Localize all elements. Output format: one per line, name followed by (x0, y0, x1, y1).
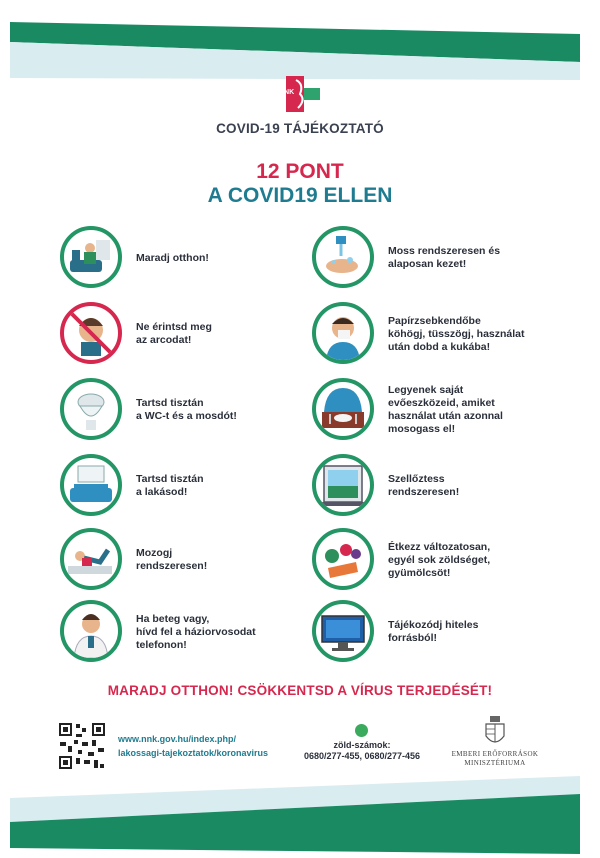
sofa-room-icon (60, 454, 122, 516)
phone-icon (355, 724, 368, 737)
toilet-icon (60, 378, 122, 440)
tip-text: Ha beteg vagy, hívd fel a háziorvosodat telefonon! (136, 612, 256, 651)
monitor-icon (312, 600, 374, 662)
website-link-line2[interactable]: lakossagi-tajekoztatok/koronavirus (118, 748, 269, 758)
qr-code-icon[interactable] (58, 722, 106, 770)
tip-eat-varied (312, 528, 572, 596)
phone-label: zöld-számok: (333, 740, 391, 750)
tip-text: Moss rendszeresen és alaposan kezet! (388, 245, 501, 270)
logo-text: NNK (279, 89, 295, 96)
tip-text: Papírzsebkendőbe köhögj, tüsszögj, használat után dobd a kukába! (388, 314, 525, 353)
tip-sneeze-tissue (312, 302, 572, 370)
doctor-icon (60, 600, 122, 662)
tip-text: Étkezz változatosan, egyél sok zöldséget, gyümölcsöt! (388, 540, 491, 579)
tip-trusted-sources (312, 600, 572, 668)
dishes-icon (312, 378, 374, 440)
page-subtitle: COVID-19 TÁJÉKOZTATÓ (216, 121, 384, 136)
tip-own-dishes (312, 378, 572, 446)
tip-text: Maradj otthon! (136, 251, 209, 264)
tip-stay-home (60, 226, 320, 294)
exercise-icon (60, 528, 122, 590)
page-title-line2: A COVID19 ELLEN (207, 184, 393, 207)
tip-text: Legyenek saját evőeszközeid, amiket használat után azonnal mosogass el! (388, 384, 503, 435)
bottom-banner (0, 768, 600, 858)
ministry-name-line2: MINISZTÉRIUMA (464, 759, 526, 767)
tip-text: Tartsd tisztán a lakásod! (136, 473, 204, 498)
tip-clean-home (60, 454, 320, 522)
vegetables-icon (312, 528, 374, 590)
phone-numbers: 0680/277-455, 0680/277-456 (303, 751, 421, 761)
tip-text: Szellőztess rendszeresen! (388, 473, 460, 498)
ministry-name-line1: EMBERI ERŐFORRÁSOK (451, 750, 539, 758)
page-title-line1: 12 PONT (256, 160, 344, 183)
slogan: MARADJ OTTHON! CSÖKKENTSD A VÍRUS TERJEDÉSÉT! (107, 683, 493, 698)
person-on-sofa-icon (60, 226, 122, 288)
hand-washing-icon (312, 226, 374, 288)
tip-wash-hands (312, 226, 572, 294)
tip-no-touch-face (60, 302, 320, 370)
tip-text: Tájékozódj hiteles forrásból! (388, 619, 479, 644)
no-touch-face-icon (60, 302, 122, 364)
hungarian-crest-icon (484, 716, 506, 748)
sneeze-tissue-icon (312, 302, 374, 364)
tip-call-doctor (60, 600, 320, 668)
tip-clean-toilet (60, 378, 320, 446)
tip-text: Mozogj rendszeresen! (136, 547, 208, 572)
tip-ventilate (312, 454, 572, 522)
tip-exercise (60, 528, 320, 596)
tip-text: Ne érintsd meg az arcodat! (136, 321, 212, 346)
open-window-icon (312, 454, 374, 516)
website-link-line1[interactable]: www.nnk.gov.hu/index.php/ (118, 734, 236, 744)
tip-text: Tartsd tisztán a WC-t és a mosdót! (136, 397, 237, 422)
